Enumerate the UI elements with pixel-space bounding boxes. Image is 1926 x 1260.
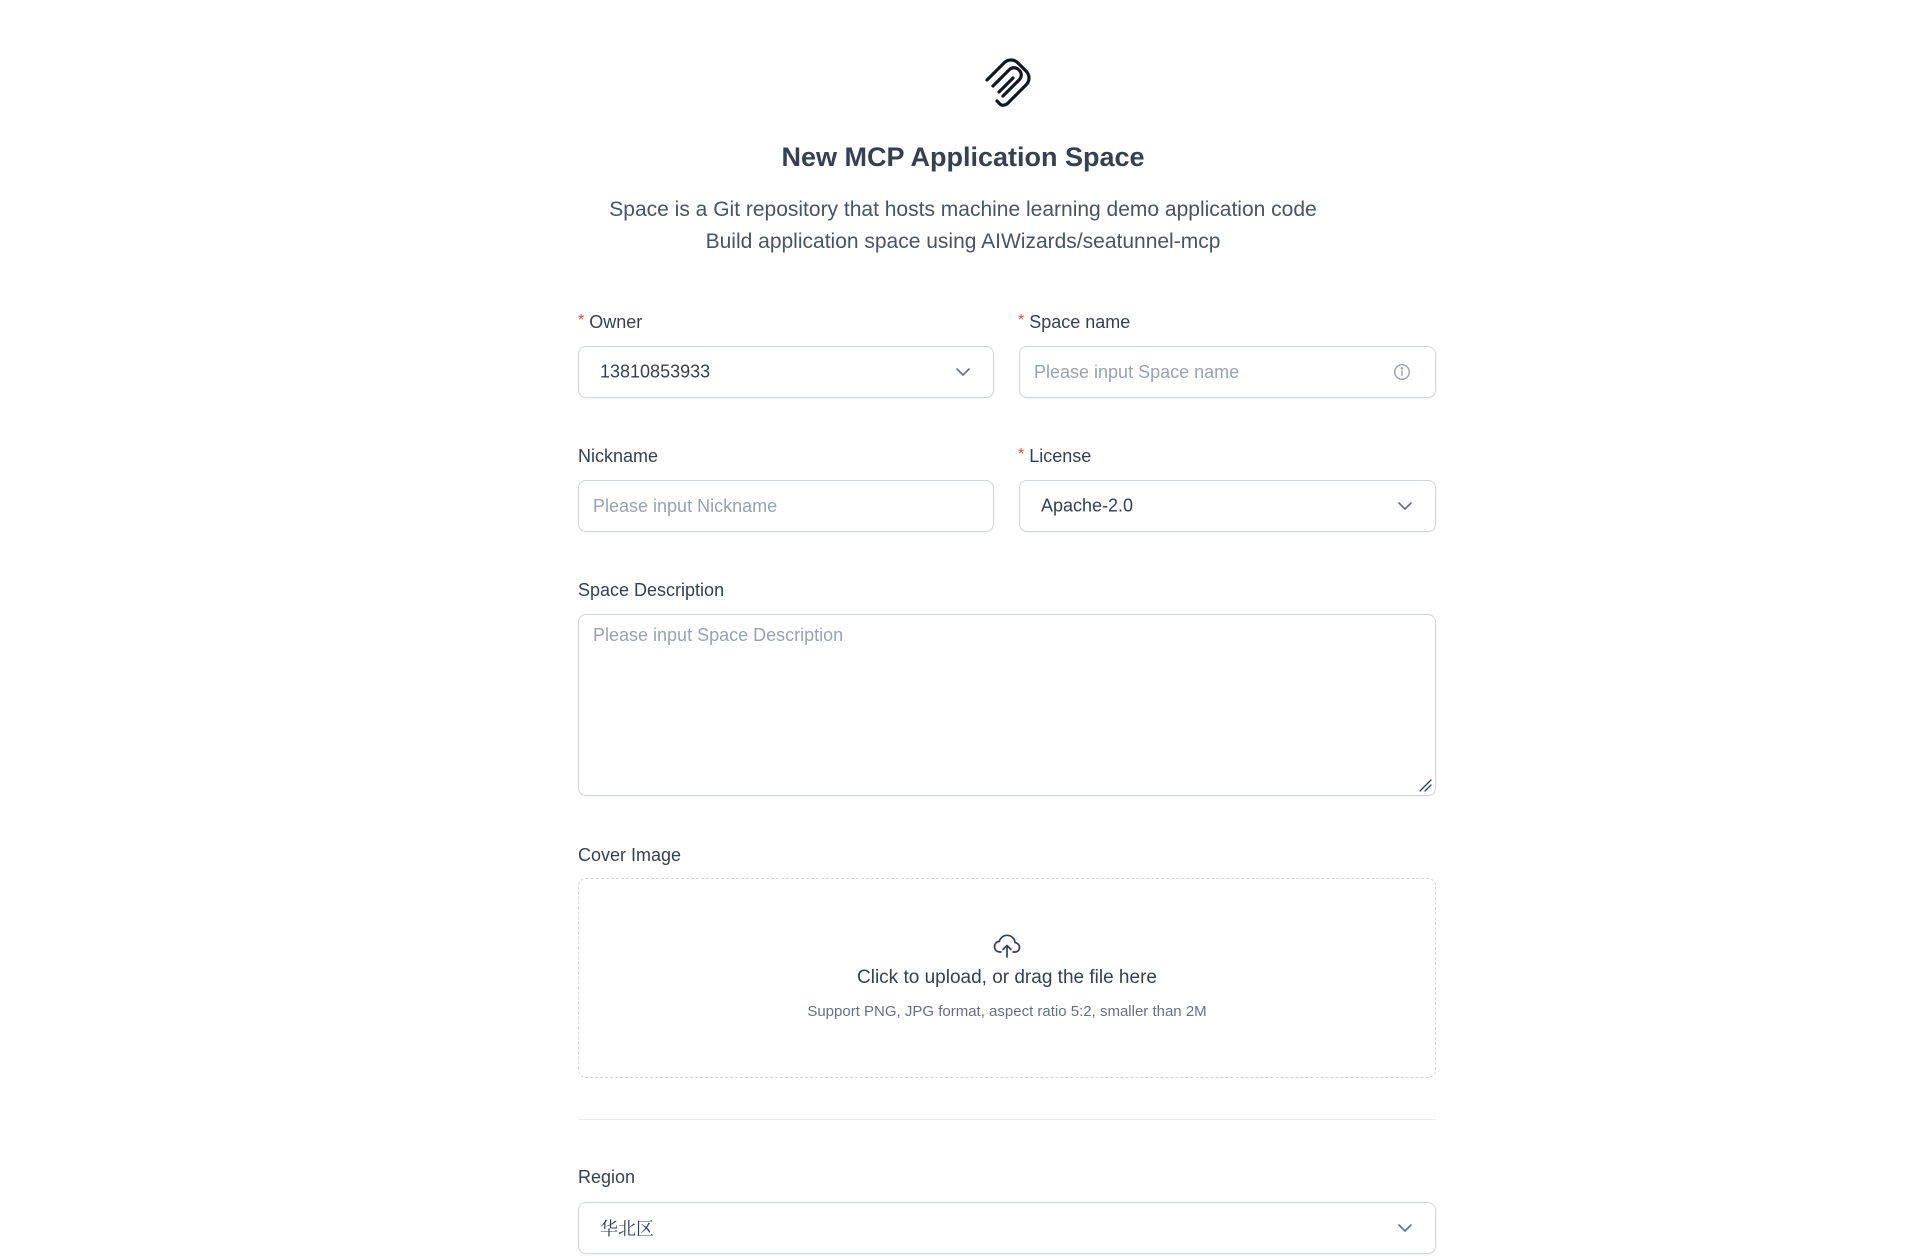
description-field[interactable] bbox=[578, 614, 1436, 796]
region-value: 华北区 bbox=[600, 1219, 654, 1239]
upload-hint: Support PNG, JPG format, aspect ratio 5:2, smaller than 2M bbox=[807, 1003, 1207, 1020]
cover-image-label: Cover Image bbox=[578, 845, 682, 865]
chevron-down-icon bbox=[1397, 1223, 1413, 1233]
nickname-input[interactable] bbox=[593, 481, 947, 531]
info-icon[interactable] bbox=[1393, 363, 1411, 381]
space-name-input[interactable] bbox=[1034, 347, 1389, 397]
required-mark: * bbox=[1018, 446, 1025, 463]
chevron-down-icon bbox=[1397, 501, 1413, 511]
cover-image-upload[interactable] bbox=[578, 878, 1436, 1078]
region-label: Region bbox=[578, 1167, 636, 1187]
region-select[interactable] bbox=[578, 1202, 1436, 1254]
required-mark: * bbox=[1018, 312, 1025, 329]
space-name-label bbox=[1018, 312, 1130, 333]
paperclip-icon bbox=[982, 58, 1032, 110]
license-label-text: License bbox=[1029, 446, 1092, 466]
space-name-label-text: Space name bbox=[1029, 312, 1131, 332]
nickname-label: Nickname bbox=[578, 446, 659, 466]
license-value: Apache-2.0 bbox=[1041, 495, 1134, 516]
owner-label-text: Owner bbox=[589, 312, 643, 332]
section-divider bbox=[578, 1119, 1436, 1120]
page-subtitle-line2: Build application space using AIWizards/seatunnel-mcp bbox=[705, 230, 1221, 253]
upload-instruction: Click to upload, or drag the file here bbox=[857, 967, 1157, 988]
owner-value: 13810853933 bbox=[600, 361, 711, 382]
resize-handle-icon[interactable] bbox=[1418, 778, 1432, 792]
description-label: Space Description bbox=[578, 580, 725, 600]
cloud-upload-icon bbox=[993, 933, 1021, 959]
owner-label bbox=[578, 312, 642, 333]
chevron-down-icon bbox=[955, 367, 971, 377]
description-textarea[interactable] bbox=[593, 625, 1419, 785]
nickname-field[interactable] bbox=[578, 480, 994, 532]
license-select[interactable] bbox=[1019, 480, 1436, 532]
page-title: New MCP Application Space bbox=[781, 142, 1145, 172]
owner-select[interactable] bbox=[578, 346, 994, 398]
license-label bbox=[1018, 446, 1091, 467]
required-mark: * bbox=[578, 312, 585, 329]
page-subtitle-line1: Space is a Git repository that hosts machine learning demo application code bbox=[609, 198, 1317, 221]
space-name-field[interactable] bbox=[1019, 346, 1436, 398]
